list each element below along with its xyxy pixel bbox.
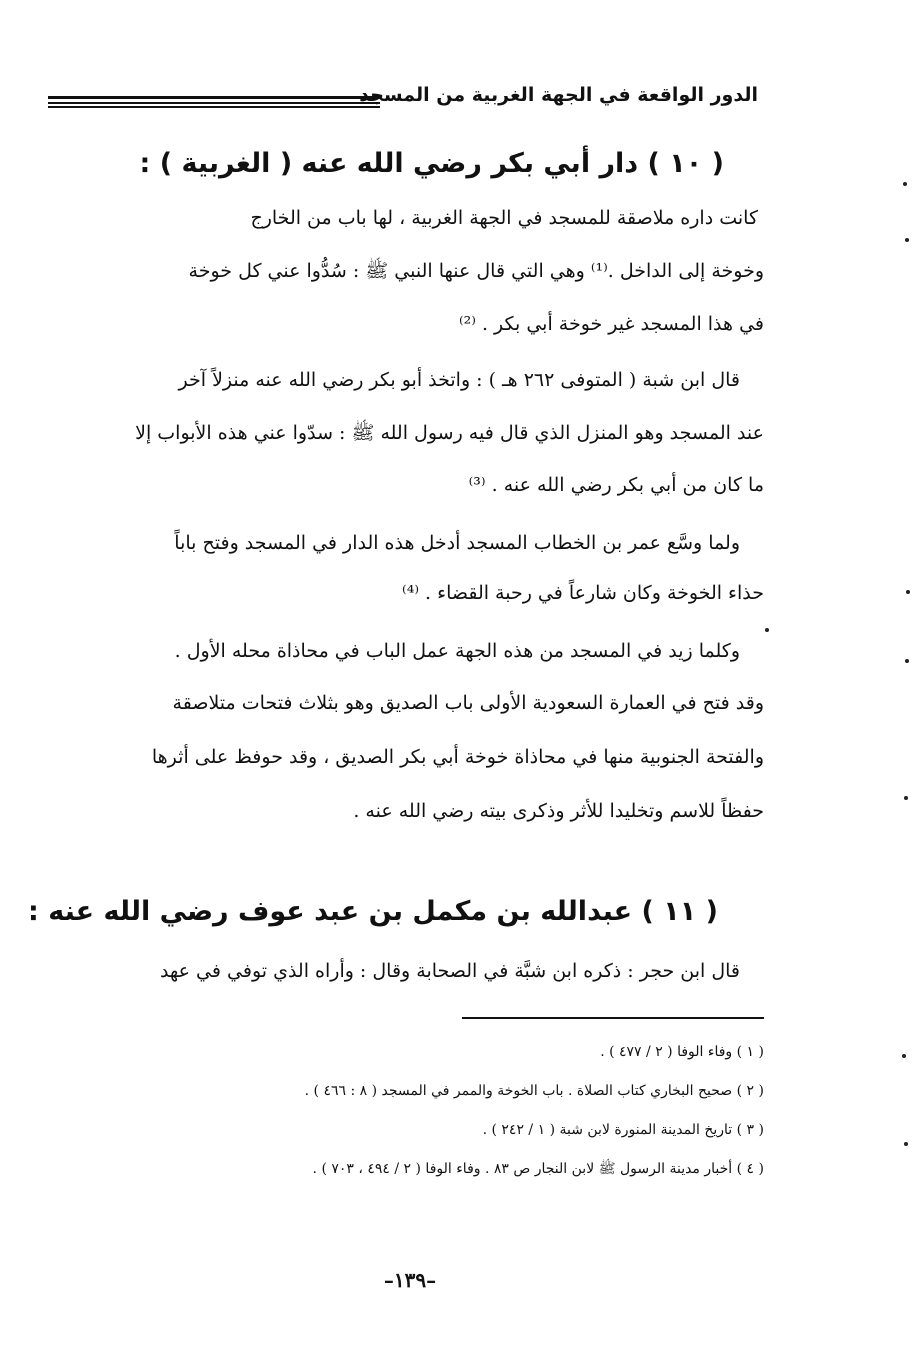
paragraph-line: ولما وسَّع عمر بن الخطاب المسجد أدخل هذه الدار في المسجد وفتح باباً (174, 532, 740, 554)
paragraph-line: وكلما زيد في المسجد من هذه الجهة عمل الباب في محاذاة محله الأول . (174, 640, 740, 662)
paragraph-line: والفتحة الجنوبية منها في محاذاة خوخة أبي بكر الصديق ، وقد حوفظ على أثرها (151, 746, 764, 768)
paragraph-line: وقد فتح في العمارة السعودية الأولى باب الصديق وهو بثلاث فتحات متلاصقة (172, 692, 764, 714)
paragraph-line: كانت داره ملاصقة للمسجد في الجهة الغربية ، لها باب من الخارج (250, 207, 758, 229)
page-number: –١٣٩– (383, 1268, 437, 1292)
margin-mark (905, 659, 909, 663)
footnote-separator (462, 1017, 764, 1019)
footnote-2: ( ٢ ) صحيح البخاري كتاب الصلاة . باب الخوخة والممر في المسجد ( ٨ : ٤٦٦ ) . (304, 1083, 764, 1099)
paragraph-line: ما كان من أبي بكر رضي الله عنه . ⁽³⁾ (468, 474, 764, 496)
section-11-heading: ( ١١ ) عبدالله بن مكمل بن عبد عوف رضي الله عنه : (28, 896, 718, 927)
margin-mark (905, 238, 909, 242)
header-rule-lower (48, 106, 380, 108)
paragraph-line: حذاء الخوخة وكان شارعاً في رحبة القضاء . ⁽⁴⁾ (402, 582, 764, 604)
paragraph-line: عند المسجد وهو المنزل الذي قال فيه رسول الله ﷺ : سدّوا عني هذه الأبواب إلا (135, 422, 764, 444)
paragraph-line: حفظاً للاسم وتخليدا للأثر وذكرى بيته رضي الله عنه . (353, 800, 764, 822)
paragraph-line: وخوخة إلى الداخل .⁽¹⁾ وهي التي قال عنها النبي ﷺ : سُدُّوا عني كل خوخة (188, 260, 764, 282)
margin-mark (902, 1054, 906, 1058)
header-double-rule (48, 96, 380, 104)
paragraph-line: في هذا المسجد غير خوخة أبي بكر . ⁽²⁾ (458, 313, 764, 335)
running-title: الدور الواقعة في الجهة الغربية من المسجد (359, 84, 758, 106)
footnote-1: ( ١ ) وفاء الوفا ( ٢ / ٤٧٧ ) . (600, 1044, 764, 1060)
section-10-heading: ( ١٠ ) دار أبي بكر رضي الله عنه ( الغربية ) : (139, 148, 724, 179)
margin-mark (765, 628, 769, 632)
paragraph-line: قال ابن شبة ( المتوفى ٢٦٢ هـ ) : واتخذ أبو بكر رضي الله عنه منزلاً آخر (178, 369, 740, 391)
paragraph-line: قال ابن حجر : ذكره ابن شبَّة في الصحابة وقال : وأراه الذي توفي في عهد (159, 960, 740, 982)
margin-mark (906, 590, 910, 594)
margin-mark (904, 796, 908, 800)
footnote-3: ( ٣ ) تاريخ المدينة المنورة لابن شبة ( ١ / ٢٤٢ ) . (482, 1122, 764, 1138)
running-header (48, 82, 758, 116)
footnote-4: ( ٤ ) أخبار مدينة الرسول ﷺ لابن النجار ص ٨٣ . وفاء الوفا ( ٢ / ٤٩٤ ، ٧٠٣ ) . (312, 1161, 764, 1177)
margin-mark (904, 1142, 908, 1146)
margin-mark (903, 182, 907, 186)
